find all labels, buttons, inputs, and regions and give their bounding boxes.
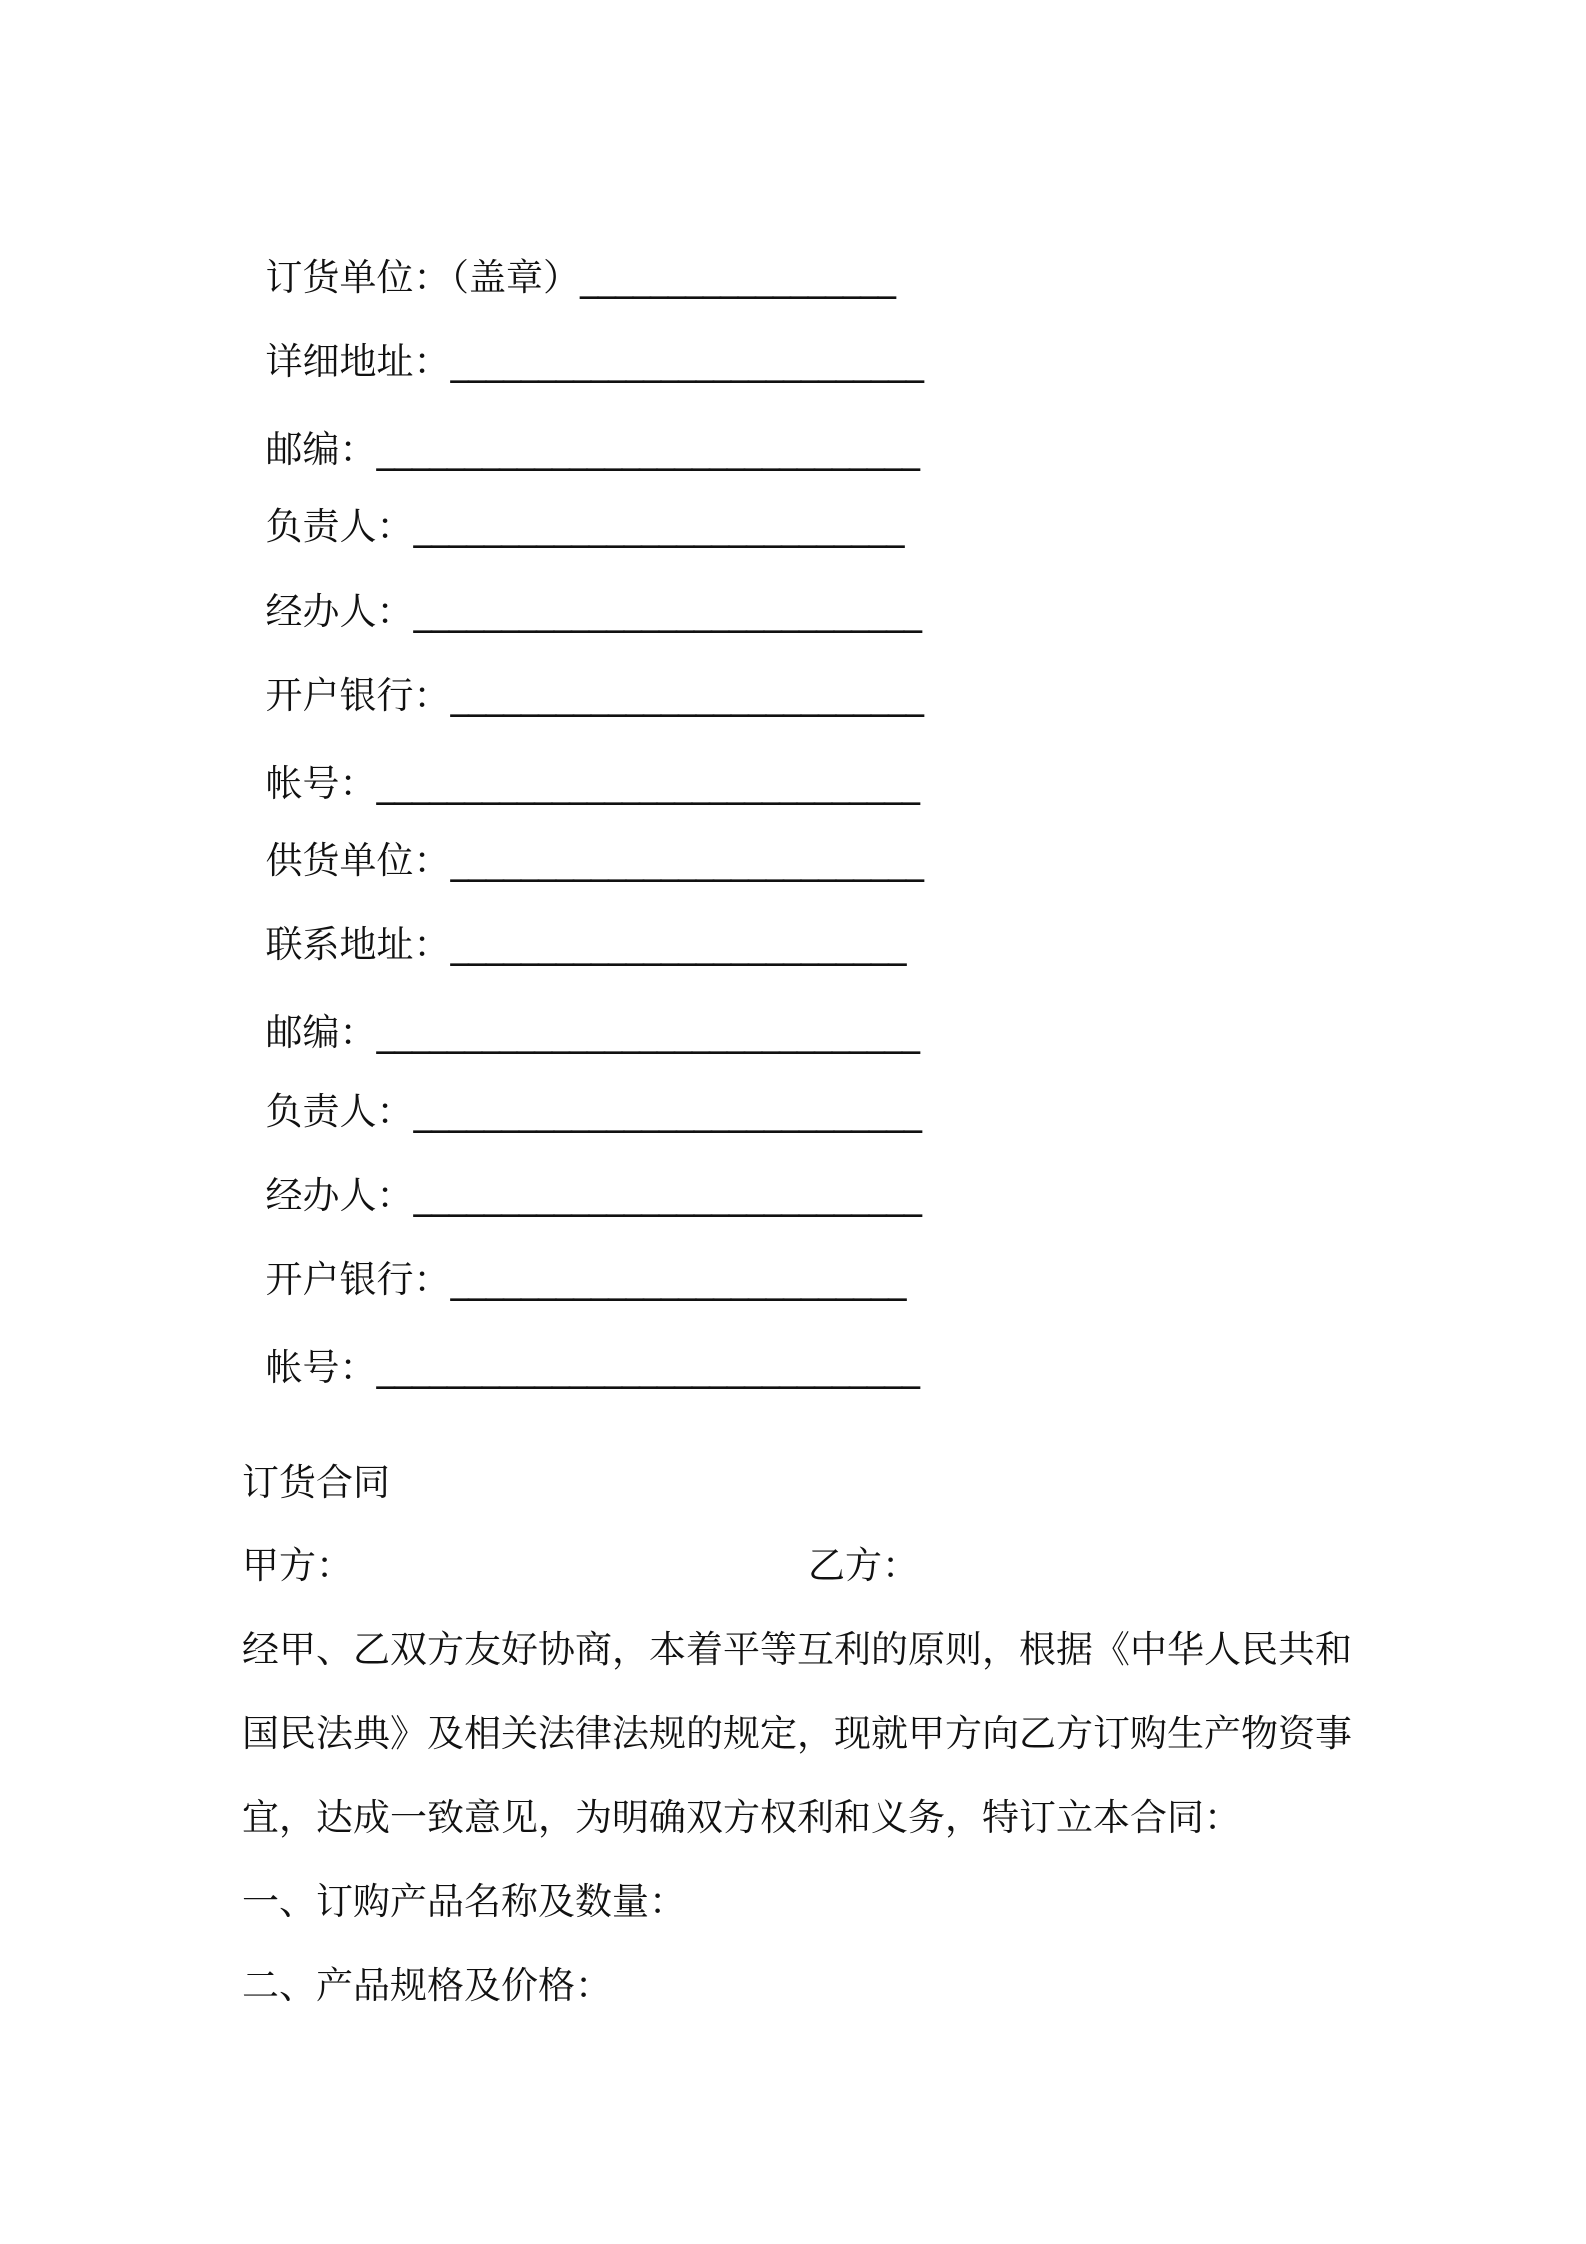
field-blank[interactable]: ___________________________ [450,340,924,383]
field-bank [242,621,923,721]
paragraph-line: 国民法典》及相关法律法规的规定，现就甲方向乙方订购生产物资事 [242,1712,1352,1755]
field-address [242,287,923,387]
field-label: 经办人： [265,590,414,633]
field-blank[interactable]: _____________________________ [413,1090,922,1133]
field-contact-address [242,870,906,970]
field-blank[interactable]: __________________ [580,256,896,299]
field-label: 邮编： [265,1011,377,1054]
paragraph-line: 宜，达成一致意见，为明确双方权利和义务，特订立本合同： [242,1796,1241,1839]
party-a-label: 甲方： [242,1544,353,1587]
field-label: 负责人： [265,505,414,548]
field-blank[interactable]: __________________________ [450,1258,906,1301]
field-blank[interactable]: ___________________________ [450,839,924,882]
field-blank[interactable]: _______________________________ [376,428,920,471]
field-label: 开户银行： [265,674,451,717]
section-heading-2: 二、产品规格及价格： [242,1964,612,2007]
field-blank[interactable]: _______________________________ [376,762,920,805]
field-blank[interactable]: _____________________________ [413,1174,922,1217]
field-blank[interactable]: ____________________________ [413,505,904,548]
field-label: 订货单位：（盖章） [265,256,581,299]
field-bank-2 [242,1205,906,1305]
field-label: 帐号： [265,762,377,805]
field-label: 帐号： [265,1346,377,1389]
contract-title: 订货合同 [242,1461,390,1504]
field-blank[interactable]: _______________________________ [376,1011,920,1054]
field-label: 开户银行： [265,1258,451,1301]
party-b-label: 乙方： [808,1544,919,1587]
field-blank[interactable]: _______________________________ [376,1346,920,1389]
field-label: 详细地址： [265,340,451,383]
field-label: 联系地址： [265,923,451,966]
field-blank[interactable]: _____________________________ [413,590,922,633]
field-label: 经办人： [265,1174,414,1217]
field-blank[interactable]: ___________________________ [450,674,924,717]
field-blank[interactable]: __________________________ [450,923,906,966]
field-label: 供货单位： [265,839,451,882]
field-account-2 [242,1293,919,1393]
paragraph-line: 经甲、乙双方友好协商，本着平等互利的原则，根据《中华人民共和 [242,1628,1352,1671]
field-label: 邮编： [265,428,377,471]
field-label: 负责人： [265,1090,414,1133]
section-heading-1: 一、订购产品名称及数量： [242,1880,686,1923]
